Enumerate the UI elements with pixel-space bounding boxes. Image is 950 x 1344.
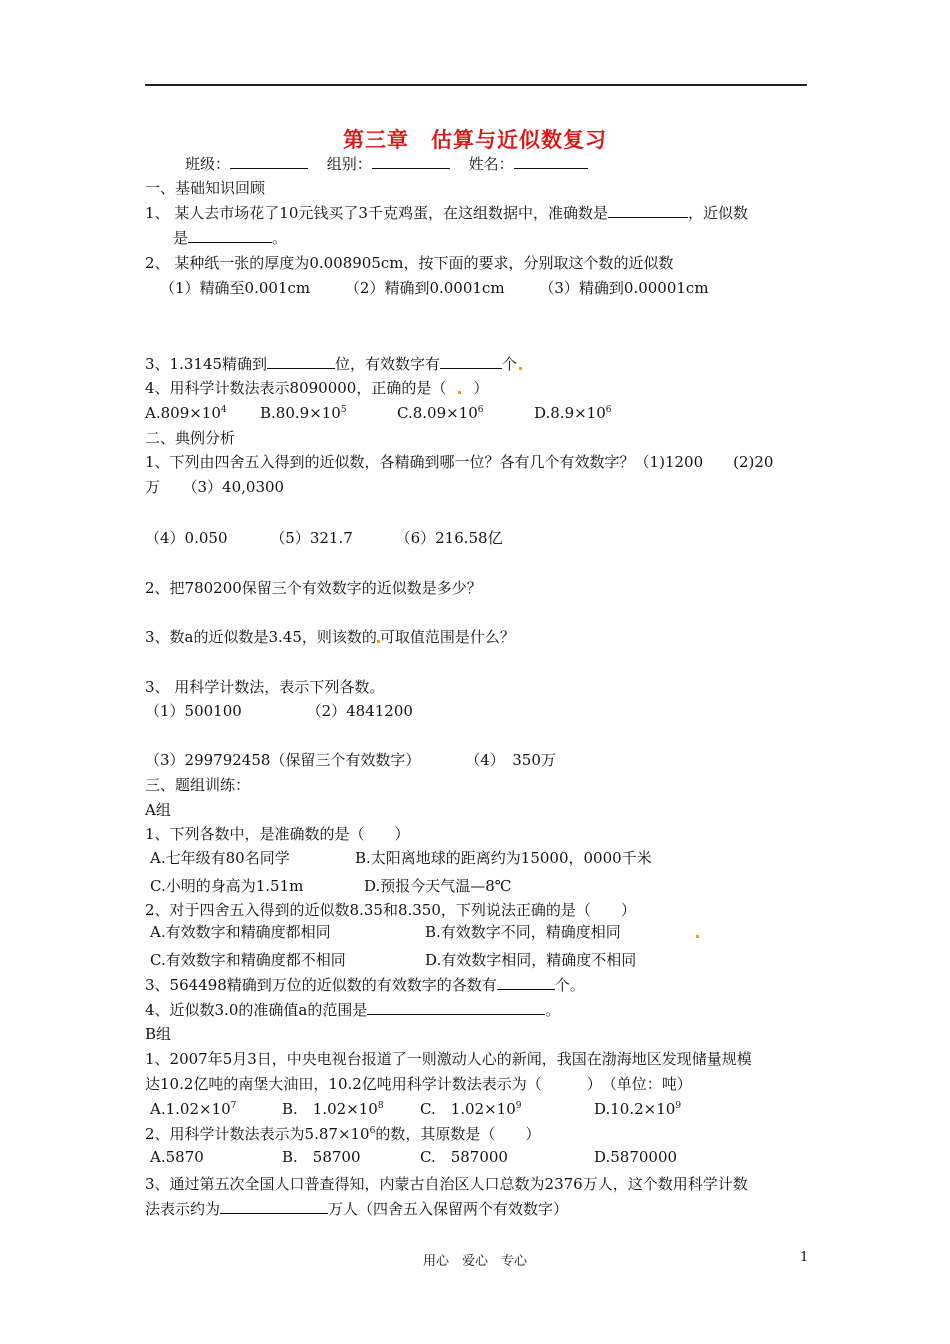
sec1-q2-options bbox=[160, 278, 709, 298]
choice-text: D.10.2×10 bbox=[594, 1100, 676, 1118]
q4-text: 4、用科学计数法表示8090000，正确的是（ bbox=[145, 379, 447, 397]
q3-text-2: 可取值范围是什么？ bbox=[379, 628, 515, 646]
a4-text: 4、近似数3.0的准确值a的范围是 bbox=[145, 1001, 368, 1019]
b-q3-line1: 3、通过第五次全国人口普查得知，内蒙古自治区人口总数为2376万人，这个数用科学计数 bbox=[145, 1175, 748, 1193]
q4-option-4: （4） 350万 bbox=[465, 751, 556, 769]
q2-option-2: （2）精确到0.0001cm bbox=[344, 279, 505, 297]
exponent: 6 bbox=[369, 1126, 376, 1136]
choice-text: A.1.02×10 bbox=[150, 1100, 231, 1118]
sec2-q3 bbox=[145, 627, 515, 647]
a-q2-choice-A[interactable]: A.有效数字和精确度都相同 bbox=[150, 923, 331, 941]
section2-heading: 二、典例分析 bbox=[145, 429, 236, 447]
group-label: 组别： bbox=[326, 155, 372, 173]
exponent: 6 bbox=[477, 405, 484, 415]
a-q2-choice-B[interactable]: B.有效数字不同，精确度相同 bbox=[425, 923, 621, 941]
exponent: 9 bbox=[515, 1101, 522, 1111]
q1-exact-blank[interactable] bbox=[608, 203, 688, 218]
sec2-q4-options-b bbox=[145, 750, 556, 770]
b-q2-choice-B[interactable]: B. 58700 bbox=[282, 1148, 361, 1166]
group-blank[interactable] bbox=[372, 154, 450, 169]
sec1-q1-line2 bbox=[173, 228, 287, 248]
b-q2 bbox=[145, 1124, 540, 1144]
name-label: 姓名： bbox=[468, 155, 514, 173]
b-q2-choice-C[interactable]: C. 587000 bbox=[420, 1148, 508, 1166]
sec2-q4-options-a bbox=[145, 701, 413, 721]
q4-option-3: （3）299792458（保留三个有效数字） bbox=[145, 751, 421, 769]
a-q1-choice-B[interactable]: B.太阳离地球的距离约为15000，0000千米 bbox=[355, 849, 652, 867]
q1-option-5: （5）321.7 bbox=[270, 529, 353, 547]
q1-text-2: ，近似数 bbox=[687, 204, 748, 222]
a-q2-choice-C[interactable]: C.有效数字和精确度都不相同 bbox=[150, 951, 346, 969]
q3-text-2: 位，有效数字有 bbox=[335, 355, 441, 373]
a-q2: 2、对于四舍五入得到的近似数8.35和8.350，下列说法正确的是（ ） bbox=[145, 901, 636, 919]
exponent: 4 bbox=[220, 405, 227, 415]
sec2-q1-line2: 万 （3）40,0300 bbox=[145, 478, 285, 496]
q1-approx-blank[interactable] bbox=[188, 228, 272, 243]
section1-heading: 一、基础知识回顾 bbox=[145, 179, 266, 197]
name-blank[interactable] bbox=[514, 154, 588, 169]
a-q1-choice-C[interactable]: C.小明的身高为1.51m bbox=[150, 877, 304, 895]
b2-text: 2、用科学计数法表示为5.87×10 bbox=[145, 1125, 370, 1143]
q1-text-4: 。 bbox=[272, 229, 288, 247]
b-q1-line1: 1、2007年5月3日，中央电视台报道了一则激动人心的新闻，我国在渤海地区发现储量规模 bbox=[145, 1050, 752, 1068]
sec1-q2: 2、 某种纸一张的厚度为0.008905cm，按下面的要求，分别取这个数的近似数 bbox=[145, 254, 674, 272]
a3-blank[interactable] bbox=[497, 975, 555, 990]
exponent: 9 bbox=[675, 1101, 682, 1111]
a-q2-choice-D[interactable]: D.有效数字相同，精确度不相同 bbox=[425, 951, 637, 969]
b3-text-2: 万人（四舍五入保留两个有效数字） bbox=[328, 1200, 569, 1218]
choice-text: C. 1.02×10 bbox=[420, 1100, 516, 1118]
group-a-heading: A组 bbox=[145, 801, 171, 819]
exponent: 6 bbox=[605, 405, 612, 415]
a-q1-choice-D[interactable]: D.预报今天气温—8℃ bbox=[364, 877, 512, 895]
q4-choice-A[interactable] bbox=[145, 403, 227, 423]
b-q1-choice-C[interactable] bbox=[420, 1099, 522, 1119]
sec2-q1-options bbox=[145, 528, 503, 548]
q1-text-3: 是 bbox=[173, 229, 189, 247]
q4-option-2: （2）4841200 bbox=[306, 702, 413, 720]
b3-text: 法表示约为 bbox=[145, 1200, 221, 1218]
q3-text: 3、1.3145精确到 bbox=[145, 355, 268, 373]
b-q1-choice-B[interactable] bbox=[282, 1099, 384, 1119]
sec1-q4 bbox=[145, 378, 488, 398]
exponent: 8 bbox=[377, 1101, 384, 1111]
footer-text: 用心 爱心 专心 bbox=[422, 1254, 527, 1269]
choice-text: A.809×10 bbox=[145, 404, 221, 422]
a4-blank[interactable] bbox=[367, 1000, 545, 1015]
q4-choice-C[interactable] bbox=[397, 403, 484, 423]
b-q1-line2: 达10.2亿吨的南堡大油田，10.2亿吨用科学计数法表示为（ ） （单位：吨） bbox=[145, 1075, 692, 1093]
a-q4 bbox=[145, 1000, 560, 1020]
sec2-q4: 3、 用科学计数法，表示下列各数。 bbox=[145, 678, 385, 696]
choice-text: B.80.9×10 bbox=[260, 404, 341, 422]
sec1-q1-line1 bbox=[145, 203, 748, 223]
q3-digit-blank[interactable] bbox=[267, 354, 335, 369]
class-blank[interactable] bbox=[230, 154, 308, 169]
a-q1: 1、下列各数中，是准确数的是（ ） bbox=[145, 825, 410, 843]
mark-dot-holder bbox=[694, 922, 701, 942]
class-label: 班级： bbox=[185, 155, 231, 173]
q3-text: 3、数a的近似数是3.45，则该数的 bbox=[145, 628, 377, 646]
choice-text: D.8.9×10 bbox=[534, 404, 606, 422]
q4-text-2: ） bbox=[473, 379, 489, 397]
student-info-line bbox=[185, 154, 588, 174]
q4-choice-B[interactable] bbox=[260, 403, 347, 423]
q1-text: 1、 某人去市场花了10元钱买了3千克鸡蛋，在这组数据中，准确数是 bbox=[145, 204, 608, 222]
section3-heading: 三、题组训练： bbox=[145, 776, 251, 794]
page-title: 第三章 估算与近似数复习 bbox=[343, 127, 607, 152]
b-q3-line2 bbox=[145, 1199, 568, 1219]
b-q1-choice-A[interactable] bbox=[150, 1099, 236, 1119]
a4-text-2: 。 bbox=[545, 1001, 561, 1019]
group-b-heading: B组 bbox=[145, 1025, 172, 1043]
q2-option-3: （3）精确到0.00001cm bbox=[539, 279, 709, 297]
b3-blank[interactable] bbox=[220, 1199, 328, 1214]
b2-text-2: 的数，其原数是（ ） bbox=[375, 1125, 541, 1143]
b-q2-choice-D[interactable]: D.5870000 bbox=[594, 1148, 678, 1166]
mark-dot bbox=[519, 367, 522, 370]
exponent: 7 bbox=[230, 1101, 237, 1111]
q2-option-1: （1）精确至0.001cm bbox=[160, 279, 311, 297]
choice-text: B. 1.02×10 bbox=[282, 1100, 378, 1118]
sec2-q2: 2、把780200保留三个有效数字的近似数是多少？ bbox=[145, 579, 482, 597]
q4-option-1: （1）500100 bbox=[145, 702, 242, 720]
sec1-q3 bbox=[145, 354, 524, 374]
mark-dot bbox=[458, 391, 461, 394]
mark-dot bbox=[696, 935, 699, 938]
exponent: 5 bbox=[340, 405, 347, 415]
a-q3 bbox=[145, 975, 585, 995]
q4-choice-D[interactable] bbox=[534, 403, 612, 423]
a3-text-2: 个。 bbox=[554, 976, 585, 994]
choice-text: C.8.09×10 bbox=[397, 404, 478, 422]
q1-option-6: （6）216.58亿 bbox=[395, 529, 503, 547]
a3-text: 3、564498精确到万位的近似数的有效数字的各数有 bbox=[145, 976, 497, 994]
b-q2-choice-A[interactable]: A.5870 bbox=[150, 1148, 204, 1166]
b-q1-choice-D[interactable] bbox=[594, 1099, 681, 1119]
q3-text-3: 个 bbox=[502, 355, 518, 373]
q3-count-blank[interactable] bbox=[440, 354, 502, 369]
page-number: 1 bbox=[800, 1250, 809, 1265]
a-q1-choice-A[interactable]: A.七年级有80名同学 bbox=[150, 849, 290, 867]
header-rule bbox=[145, 84, 807, 86]
sec2-q1-line1: 1、下列由四舍五入得到的近似数，各精确到哪一位？各有几个有效数字？（1)1200 (2)20 bbox=[145, 453, 774, 471]
q1-option-4: （4）0.050 bbox=[145, 529, 228, 547]
